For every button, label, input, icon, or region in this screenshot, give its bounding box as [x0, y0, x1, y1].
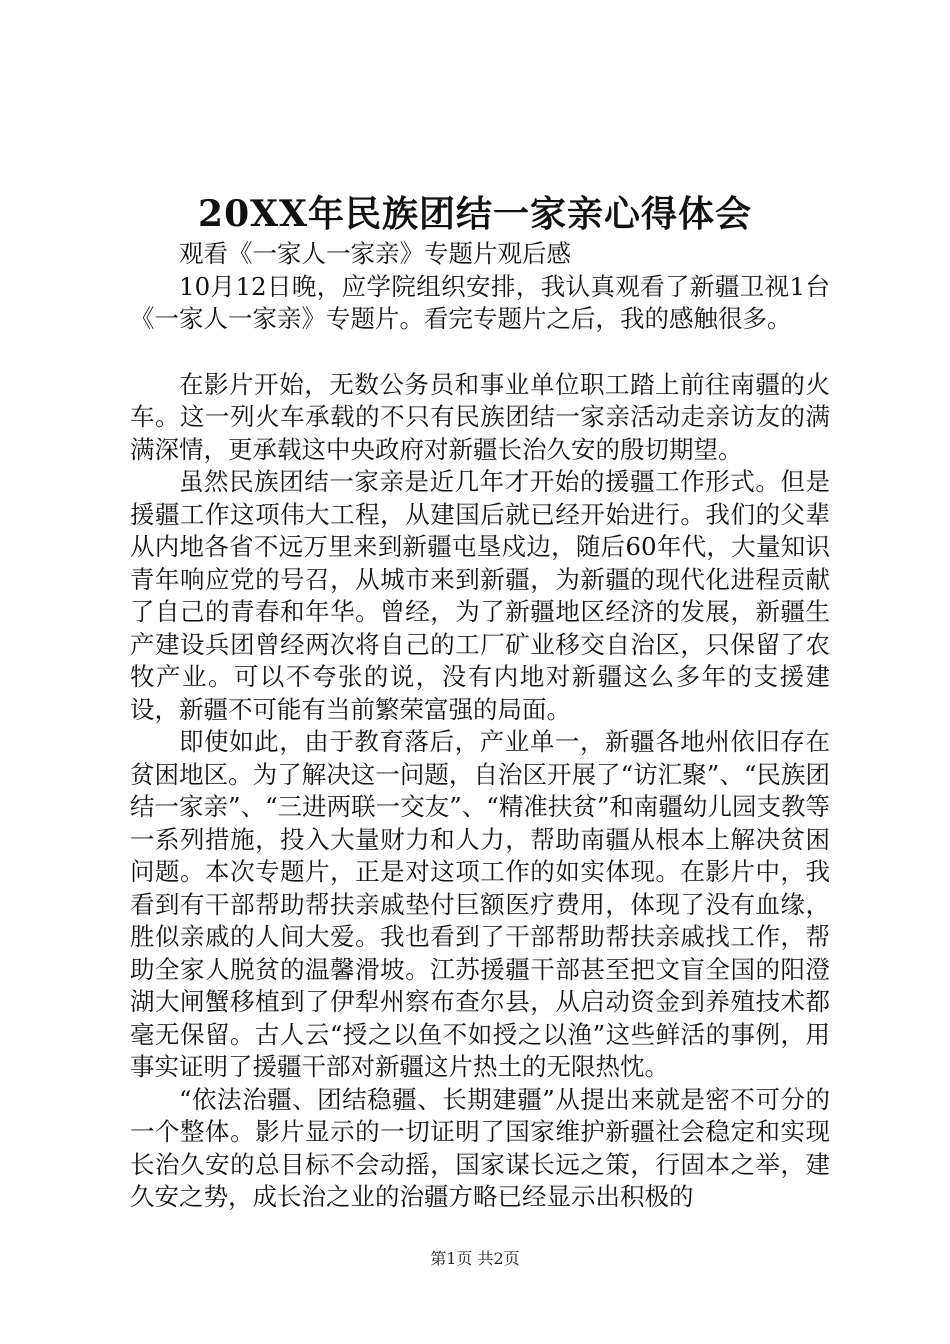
paragraph-spacer — [130, 336, 830, 369]
paragraph-2: 在影片开始，无数公务员和事业单位职工踏上前往南疆的火车。这一列火车承载的不只有民族团结一家亲活动走亲访友的满满深情，更承载这中央政府对新疆长治久安的殷切期望。 — [130, 369, 830, 464]
paragraph-3: 虽然民族团结一家亲是近几年才开始的援疆工作形式。但是援疆工作这项伟大工程，从建国后就已经开始进行。我们的父辈从内地各省不远万里来到新疆屯垦戍边，随后60年代，大量知识青年响应党的号召，从城市来到新疆，为新疆的现代化进程贡献了自己的青春和年华。曾经，为了新疆地区经济的发展，新疆生产建设兵团曾经两次将自己的工厂矿业移交自治区，只保留了农牧产业。可以不夸张的说，没有内地对新疆这么多年的支援建设，新疆不可能有当前繁荣富强的局面。 — [130, 467, 830, 724]
page-number-footer: 第1页 共2页 — [430, 1249, 520, 1268]
paragraph-5: “依法治疆、团结稳疆、长期建疆”从提出来就是密不可分的一个整体。影片显示的一切证明了国家维护新疆社会稳定和实现长治久安的总目标不会动摇，国家谋长远之策，行固本之举，建久安之势，成长治之业的治疆方略已经显示出积极的 — [130, 1084, 830, 1211]
document-subtitle: 观看《一家人一家亲》专题片观后感 — [179, 239, 571, 268]
document-title: 20XX年民族团结一家亲心得体会 — [198, 193, 752, 235]
paragraph-4: 即使如此，由于教育落后，产业单一，新疆各地州依旧存在贫困地区。为了解决这一问题，自治区开展了“访汇聚”、“民族团结一家亲”、“三进两联一交友”、“精准扶贫”和南疆幼儿园支教等一系列措施，投入大量财力和人力，帮助南疆从根本上解决贫困问题。本次专题片，正是对这项工作的如实体现。在影片中，我看到有干部帮助帮扶亲戚垫付巨额医疗费用，体现了没有血缘，胜似亲戚的人间大爱。我也看到了干部帮助帮扶亲戚找工作，帮助全家人脱贫的温馨滑坡。江苏援疆干部甚至把文盲全国的阳澄湖大闸蟹移植到了伊犁州察布查尔县，从启动资金到养殖技术都毫无保留。古人云“授之以鱼不如授之以渔”这些鲜活的事例，用事实证明了援疆干部对新疆这片热土的无限热忱。 — [130, 727, 830, 1081]
document-body — [130, 238, 830, 1214]
paragraph-1: 10月12日晚，应学院组织安排，我认真观看了新疆卫视1台《一家人一家亲》专题片。看完专题片之后，我的感触很多。 — [130, 271, 830, 333]
